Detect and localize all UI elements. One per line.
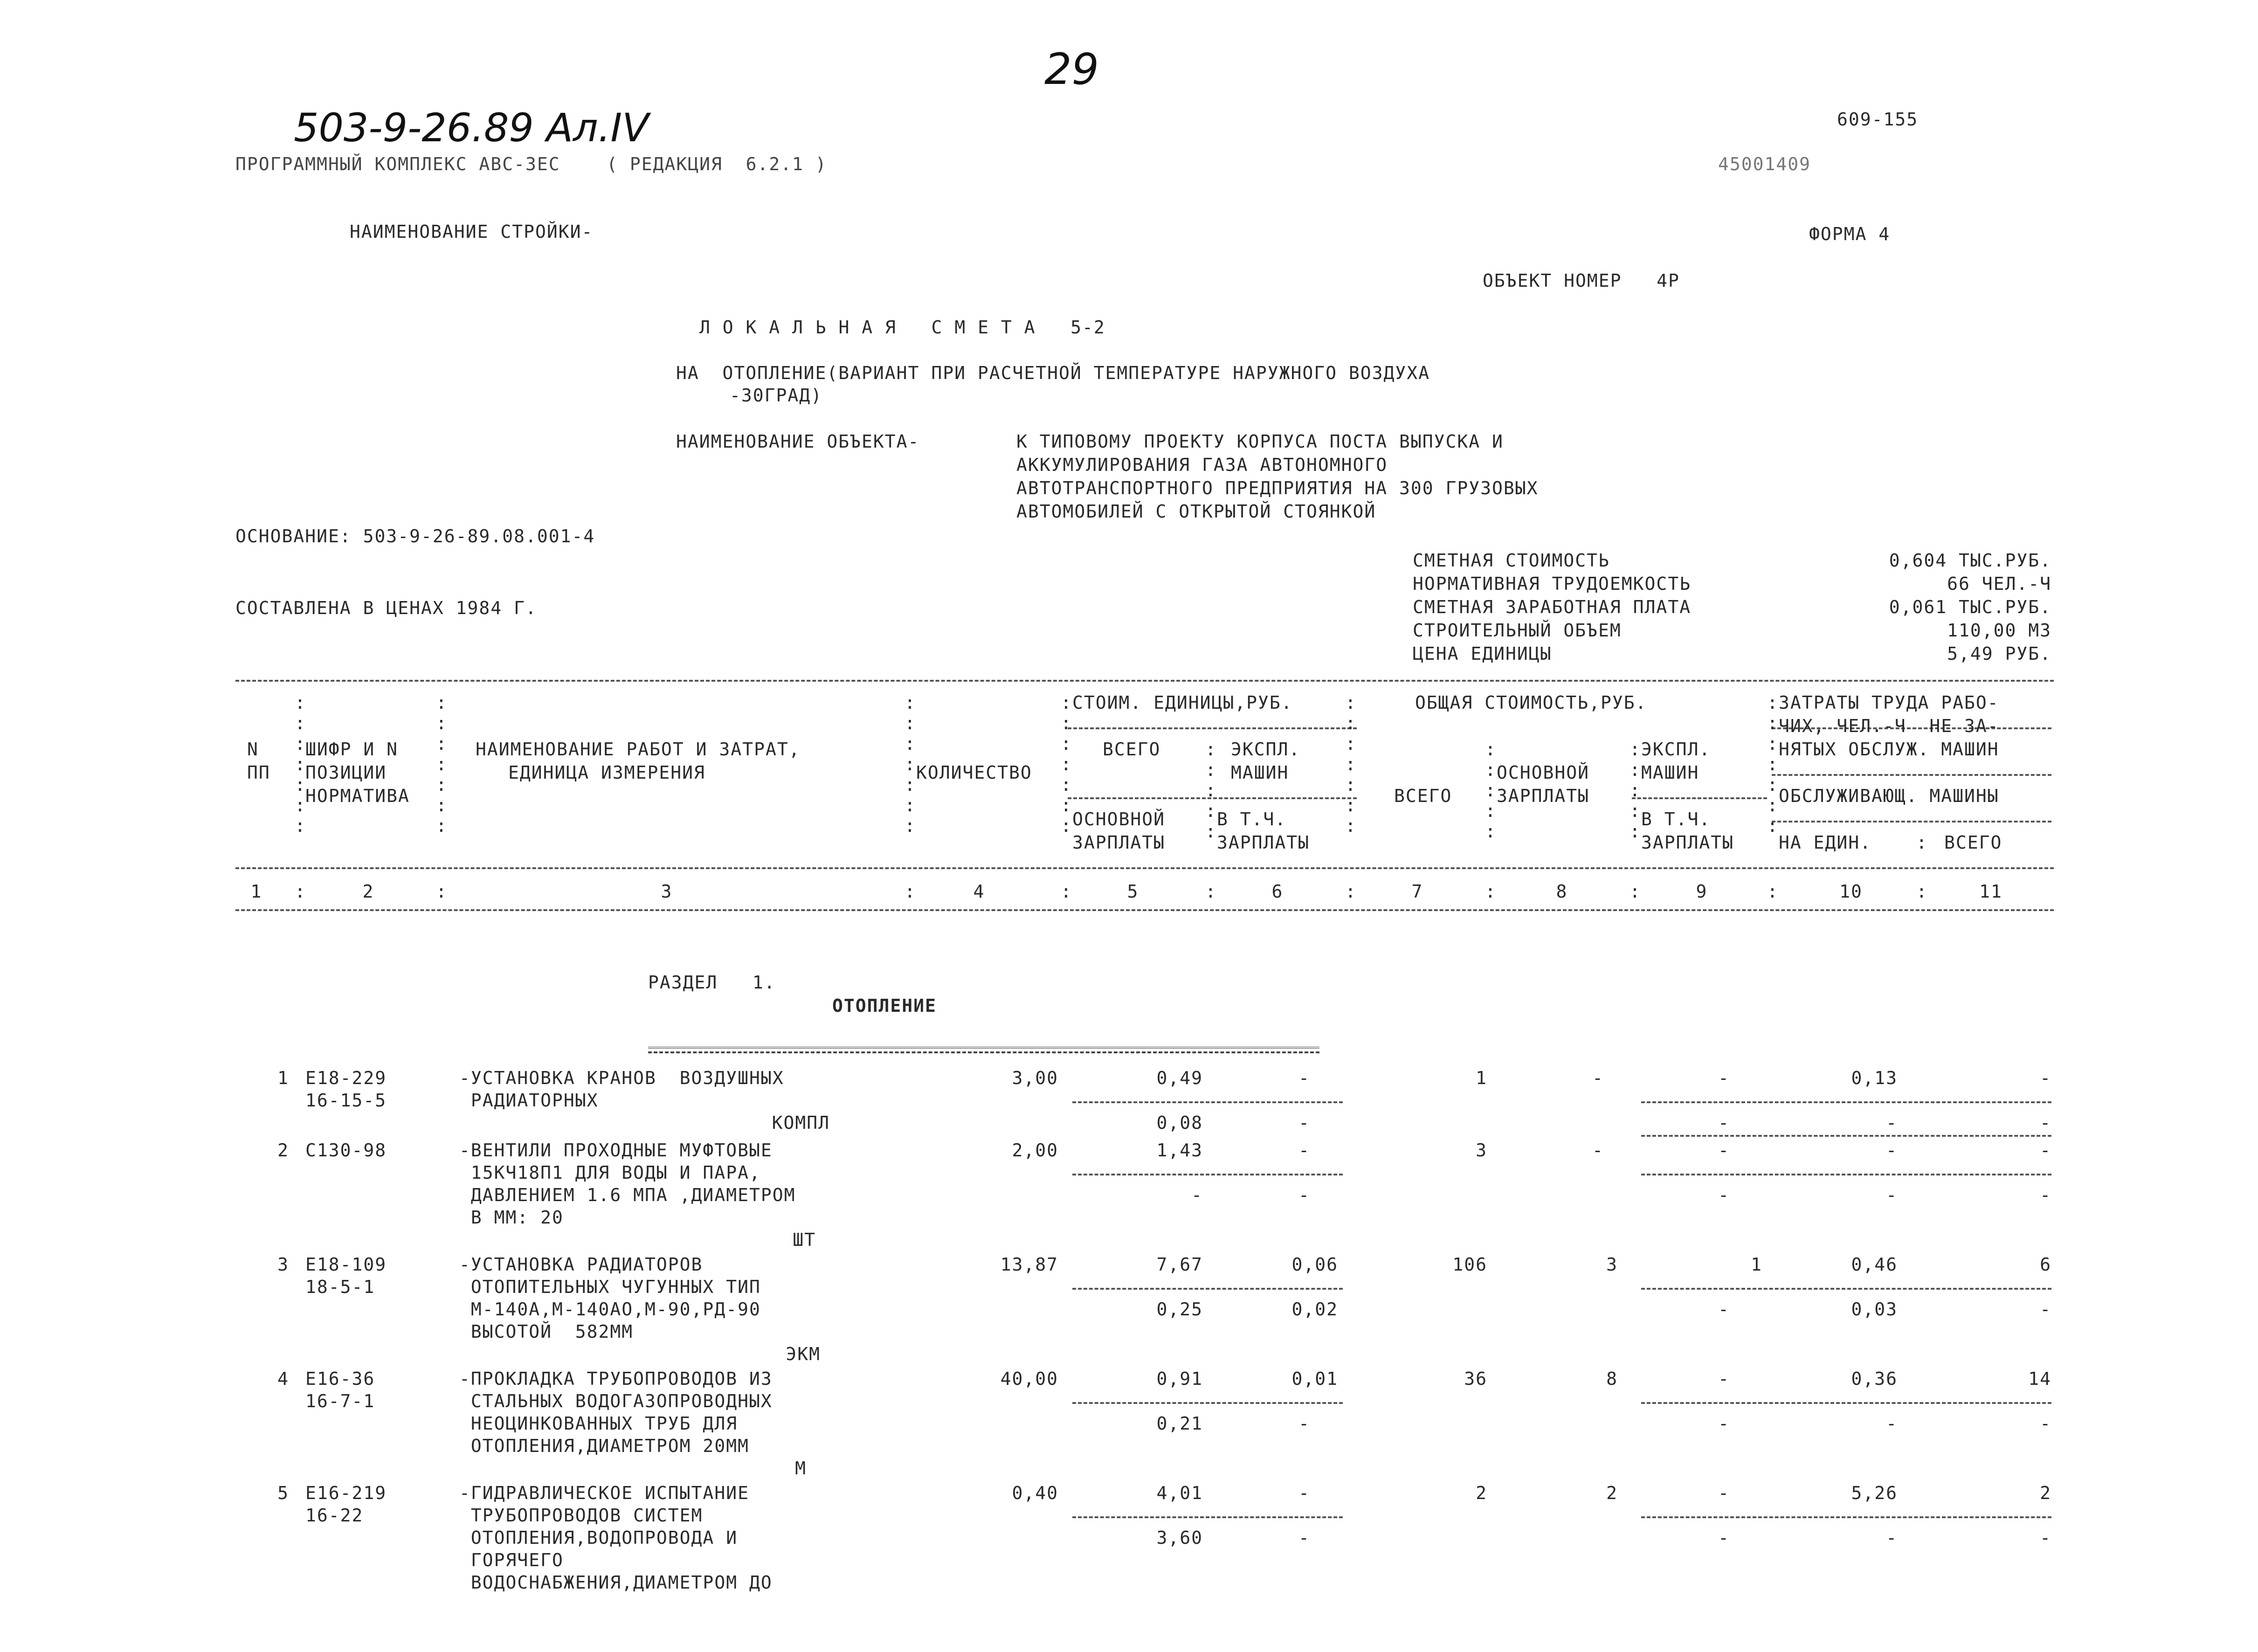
object-name-line: К ТИПОВОМУ ПРОЕКТУ КОРПУСА ПОСТА ВЫПУСКА И [1016, 431, 1504, 452]
hdr-osn: ОСНОВНОЙ [1072, 809, 1166, 829]
row-c7: 106 [1452, 1254, 1487, 1275]
hdr-n: N [247, 739, 259, 760]
hdr-osn-zp: ЗАРПЛАТЫ [1497, 786, 1590, 806]
header-bottom-rule [235, 867, 2054, 869]
hdr-zatr: ЧИХ, ЧЕЛ.-Ч НЕ ЗА- [1779, 716, 1999, 736]
row-c10: 0,46 [1851, 1254, 1898, 1275]
row-c10: 0,13 [1851, 1068, 1898, 1088]
row-code: 18-5-1 [305, 1277, 375, 1297]
na-line-1: НА ОТОПЛЕНИЕ(ВАРИАНТ ПРИ РАСЧЕТНОЙ ТЕМПЕРАТУРЕ НАРУЖНОГО ВОЗДУХА [676, 363, 1430, 383]
row-name: -УСТАНОВКА РАДИАТОРОВ [459, 1254, 703, 1275]
row-c5: 7,67 [1156, 1254, 1203, 1275]
row-c10b: - [1886, 1185, 1898, 1205]
row-code: С130-98 [305, 1140, 387, 1161]
row-name: М-140А,М-140АО,М-90,РД-90 [459, 1299, 761, 1320]
summary-value: 110,00 М3 [1947, 620, 2051, 641]
row-name: -ГИДРАВЛИЧЕСКОЕ ИСПЫТАНИЕ [459, 1483, 749, 1503]
row-c10b: - [1886, 1113, 1898, 1133]
row-c7: 1 [1476, 1068, 1487, 1088]
row-name: СТАЛЬНЫХ ВОДОГАЗОПРОВОДНЫХ [459, 1391, 773, 1411]
hdr-na-ed: НА ЕДИН. [1779, 832, 1872, 853]
row-c9: - [1718, 1483, 1730, 1503]
col-number: 1 [250, 881, 262, 902]
hdr-ekspl2: ЭКСПЛ. [1641, 739, 1711, 760]
row-c11: - [2040, 1140, 2051, 1161]
handwritten-project-code: 503-9-26.89 Ал.IV [294, 105, 649, 151]
hdr-osn-zp: ОСНОВНОЙ [1497, 762, 1590, 783]
row-unit: ШТ [793, 1230, 816, 1250]
hdr-stoim: СТОИМ. ЕДИНИЦЫ,РУБ. [1072, 692, 1293, 713]
row-c9b: - [1718, 1185, 1730, 1205]
row-code: 16-22 [305, 1505, 364, 1526]
row-c11: 2 [2040, 1483, 2051, 1503]
row-c10: - [1886, 1140, 1898, 1161]
row-name: ОТОПИТЕЛЬНЫХ ЧУГУННЫХ ТИП [459, 1277, 761, 1297]
row-c9b: - [1718, 1299, 1730, 1320]
summary-label: СМЕТНАЯ ЗАРАБОТНАЯ ПЛАТА [1413, 597, 1692, 617]
hdr-vsego2: ВСЕГО [1394, 786, 1452, 806]
col-number: 8 [1556, 881, 1568, 902]
row-c8: - [1592, 1140, 1604, 1161]
hdr-ekspl: ЭКСПЛ. [1231, 739, 1301, 760]
hdr-vsego: ВСЕГО [1103, 739, 1161, 760]
row-n: 1 [277, 1068, 289, 1088]
row-c8: 8 [1606, 1369, 1618, 1389]
row-n: 4 [277, 1369, 289, 1389]
summary-label: СТРОИТЕЛЬНЫЙ ОБЪЕМ [1413, 620, 1622, 641]
row-c5b: 0,08 [1156, 1113, 1203, 1133]
hdr-vtch: В Т.Ч. [1217, 809, 1287, 829]
row-c9: 1 [1751, 1254, 1762, 1275]
row-qty: 3,00 [1012, 1068, 1058, 1088]
row-c5: 1,43 [1156, 1140, 1203, 1161]
hdr-zatr: ЗАТРАТЫ ТРУДА РАБО- [1779, 692, 1999, 713]
row-name: ВОДОСНАБЖЕНИЯ,ДИАМЕТРОМ ДО [459, 1572, 773, 1593]
stroyka-label: НАИМЕНОВАНИЕ СТРОЙКИ- [350, 221, 594, 242]
row-c9b: - [1718, 1528, 1730, 1548]
row-name: ТРУБОПРОВОДОВ СИСТЕМ [459, 1505, 703, 1526]
object-name-line: АВТОТРАНСПОРТНОГО ПРЕДПРИЯТИЯ НА 300 ГРУЗОВЫХ [1016, 478, 1539, 498]
summary-value: 5,49 РУБ. [1947, 643, 2051, 664]
row-c10: 0,36 [1851, 1369, 1898, 1389]
object-name-line: АККУМУЛИРОВАНИЯ ГАЗА АВТОНОМНОГО [1016, 455, 1388, 475]
row-c9: - [1718, 1369, 1730, 1389]
sostavlena: СОСТАВЛЕНА В ЦЕНАХ 1984 Г. [235, 598, 537, 618]
row-name: -ВЕНТИЛИ ПРОХОДНЫЕ МУФТОВЫЕ [459, 1140, 773, 1161]
summary-label: СМЕТНАЯ СТОИМОСТЬ [1413, 550, 1610, 571]
object-number: ОБЪЕКТ НОМЕР 4Р [1483, 270, 1680, 291]
hdr-vtch: ЗАРПЛАТЫ [1217, 832, 1310, 853]
row-name: -ПРОКЛАДКА ТРУБОПРОВОДОВ ИЗ [459, 1369, 773, 1389]
row-c10b: - [1886, 1413, 1898, 1434]
row-name: ГОРЯЧЕГО [459, 1550, 564, 1570]
row-c5b: 0,25 [1156, 1299, 1203, 1320]
row-c5: 4,01 [1156, 1483, 1203, 1503]
hdr-qty: КОЛИЧЕСТВО [916, 762, 1032, 783]
row-c9b: - [1718, 1413, 1730, 1434]
section-double-rule [648, 1047, 1319, 1053]
osnovanie: ОСНОВАНИЕ: 503-9-26-89.08.001-4 [235, 526, 595, 546]
row-c6: - [1298, 1140, 1310, 1161]
summary-value: 0,061 ТЫС.РУБ. [1889, 597, 2051, 617]
row-c5: 0,49 [1156, 1068, 1203, 1088]
hdr-vtch2: ЗАРПЛАТЫ [1641, 832, 1734, 853]
hdr-pp: ПП [247, 762, 270, 783]
row-name: ДАВЛЕНИЕМ 1.6 МПА ,ДИАМЕТРОМ [459, 1185, 796, 1205]
forma-label: ФОРМА 4 [1809, 224, 1891, 244]
row-c5: 0,91 [1156, 1369, 1203, 1389]
row-unit: КОМПЛ [772, 1113, 830, 1133]
hdr-obsh: ОБЩАЯ СТОИМОСТЬ,РУБ. [1415, 692, 1647, 713]
object-name-line: АВТОМОБИЛЕЙ С ОТКРЫТОЙ СТОЯНКОЙ [1016, 501, 1376, 522]
hdr-shifr: ШИФР И N [305, 739, 399, 760]
row-c9: - [1718, 1140, 1730, 1161]
na-line-2: -30ГРАД) [730, 385, 823, 406]
hdr-name: ЕДИНИЦА ИЗМЕРЕНИЯ [508, 762, 705, 783]
row-c8: 3 [1606, 1254, 1618, 1275]
section-label: РАЗДЕЛ 1. [648, 972, 776, 993]
col-number: 3 [661, 881, 673, 902]
row-qty: 40,00 [1000, 1369, 1058, 1389]
row-c9b: - [1718, 1113, 1730, 1133]
row-c6: - [1298, 1483, 1310, 1503]
header-subrule [1068, 727, 1357, 729]
row-code: Е18-109 [305, 1254, 387, 1275]
row-c11b: - [2040, 1528, 2051, 1548]
row-unit: М [795, 1458, 807, 1479]
col-number: 2 [362, 881, 374, 902]
row-qty: 13,87 [1000, 1254, 1058, 1275]
row-c7: 2 [1476, 1483, 1487, 1503]
row-name: ОТОПЛЕНИЯ,ВОДОПРОВОДА И [459, 1528, 738, 1548]
col-number: 10 [1839, 881, 1863, 902]
row-n: 2 [277, 1140, 289, 1161]
row-c5b: - [1191, 1185, 1203, 1205]
row-c10: 5,26 [1851, 1483, 1898, 1503]
row-c8: 2 [1606, 1483, 1618, 1503]
row-qty: 2,00 [1012, 1140, 1058, 1161]
colnum-bottom-rule [235, 909, 2054, 911]
row-name: ВЫСОТОЙ 582ММ [459, 1321, 634, 1342]
header-subrule [1632, 797, 1767, 799]
row-c11b: - [2040, 1299, 2051, 1320]
row-c11: 14 [2028, 1369, 2051, 1389]
hdr-vsego3: ВСЕГО [1944, 832, 2003, 853]
hdr-zatr: НЯТЫХ ОБСЛУЖ. МАШИН [1779, 739, 1999, 760]
hdr-name: НАИМЕНОВАНИЕ РАБОТ И ЗАТРАТ, [476, 739, 801, 760]
row-name: НЕОЦИНКОВАННЫХ ТРУБ ДЛЯ [459, 1413, 738, 1434]
table-top-rule [235, 680, 2054, 682]
row-c11: - [2040, 1068, 2051, 1088]
col-number: 7 [1411, 881, 1423, 902]
row-c6b: - [1298, 1528, 1310, 1548]
row-name: РАДИАТОРНЫХ [459, 1090, 599, 1111]
col-number: 9 [1696, 881, 1708, 902]
section-title: ОТОПЛЕНИЕ [832, 995, 937, 1016]
col-number: 6 [1271, 881, 1284, 902]
row-c10b: 0,03 [1851, 1299, 1898, 1320]
row-code: Е16-219 [305, 1483, 387, 1503]
row-c6: - [1298, 1068, 1310, 1088]
row-name: ОТОПЛЕНИЯ,ДИАМЕТРОМ 20ММ [459, 1436, 749, 1456]
program-code: 45001409 [1718, 154, 1811, 174]
row-n: 3 [277, 1254, 289, 1275]
col-number: 11 [1979, 881, 2003, 902]
hdr-ekspl2: МАШИН [1641, 762, 1699, 783]
row-c7: 36 [1464, 1369, 1487, 1389]
row-c6: 0,06 [1291, 1254, 1338, 1275]
page-number: 29 [1044, 44, 1099, 94]
hdr-vtch2: В Т.Ч. [1641, 809, 1711, 829]
row-c6b: - [1298, 1113, 1310, 1133]
row-code: Е18-229 [305, 1068, 387, 1088]
row-c6b: 0,02 [1291, 1299, 1338, 1320]
row-c6: 0,01 [1291, 1369, 1338, 1389]
summary-value: 66 ЧЕЛ.-Ч [1947, 574, 2051, 594]
row-code: 16-7-1 [305, 1391, 375, 1411]
hdr-ekspl: МАШИН [1231, 762, 1289, 783]
row-c8: - [1592, 1068, 1604, 1088]
row-name: 15КЧ18П1 ДЛЯ ВОДЫ И ПАРА, [459, 1162, 761, 1183]
row-code: Е16-36 [305, 1369, 375, 1389]
program-line: ПРОГРАММНЫЙ КОМПЛЕКС АВС-ЗЕС ( РЕДАКЦИЯ 6.2.1 ) [235, 154, 827, 174]
row-c11b: - [2040, 1113, 2051, 1133]
row-n: 5 [277, 1483, 289, 1503]
row-qty: 0,40 [1012, 1483, 1058, 1503]
row-c6b: - [1298, 1185, 1310, 1205]
object-name-label: НАИМЕНОВАНИЕ ОБЪЕКТА- [676, 431, 920, 452]
row-c11: 6 [2040, 1254, 2051, 1275]
row-c6b: - [1298, 1413, 1310, 1434]
summary-label: ЦЕНА ЕДИНИЦЫ [1413, 643, 1552, 664]
hdr-shifr: НОРМАТИВА [305, 786, 410, 806]
row-c11b: - [2040, 1185, 2051, 1205]
col-number: 4 [973, 881, 985, 902]
row-c9: - [1718, 1068, 1730, 1088]
top-right-code: 609-155 [1837, 109, 1919, 130]
summary-value: 0,604 ТЫС.РУБ. [1889, 550, 2051, 571]
col-number: 5 [1127, 881, 1139, 902]
row-c5b: 3,60 [1156, 1528, 1203, 1548]
row-unit: ЭКМ [786, 1344, 821, 1364]
summary-label: НОРМАТИВНАЯ ТРУДОЕМКОСТЬ [1413, 574, 1692, 594]
header-subrule [1772, 774, 2051, 776]
hdr-shifr: ПОЗИЦИИ [305, 762, 387, 783]
row-c11b: - [2040, 1413, 2051, 1434]
row-name: -УСТАНОВКА КРАНОВ ВОЗДУШНЫХ [459, 1068, 784, 1088]
row-name: В ММ: 20 [459, 1207, 564, 1228]
row-c10b: - [1886, 1528, 1898, 1548]
row-code: 16-15-5 [305, 1090, 387, 1111]
hdr-osn: ЗАРПЛАТЫ [1072, 832, 1166, 853]
document-title: Л О К А Л Ь Н А Я С М Е Т А 5-2 [699, 317, 1105, 338]
hdr-zatr: ОБСЛУЖИВАЮЩ. МАШИНЫ [1779, 786, 1999, 806]
row-c5b: 0,21 [1156, 1413, 1203, 1434]
header-subrule [1772, 821, 2051, 823]
row-c7: 3 [1476, 1140, 1487, 1161]
